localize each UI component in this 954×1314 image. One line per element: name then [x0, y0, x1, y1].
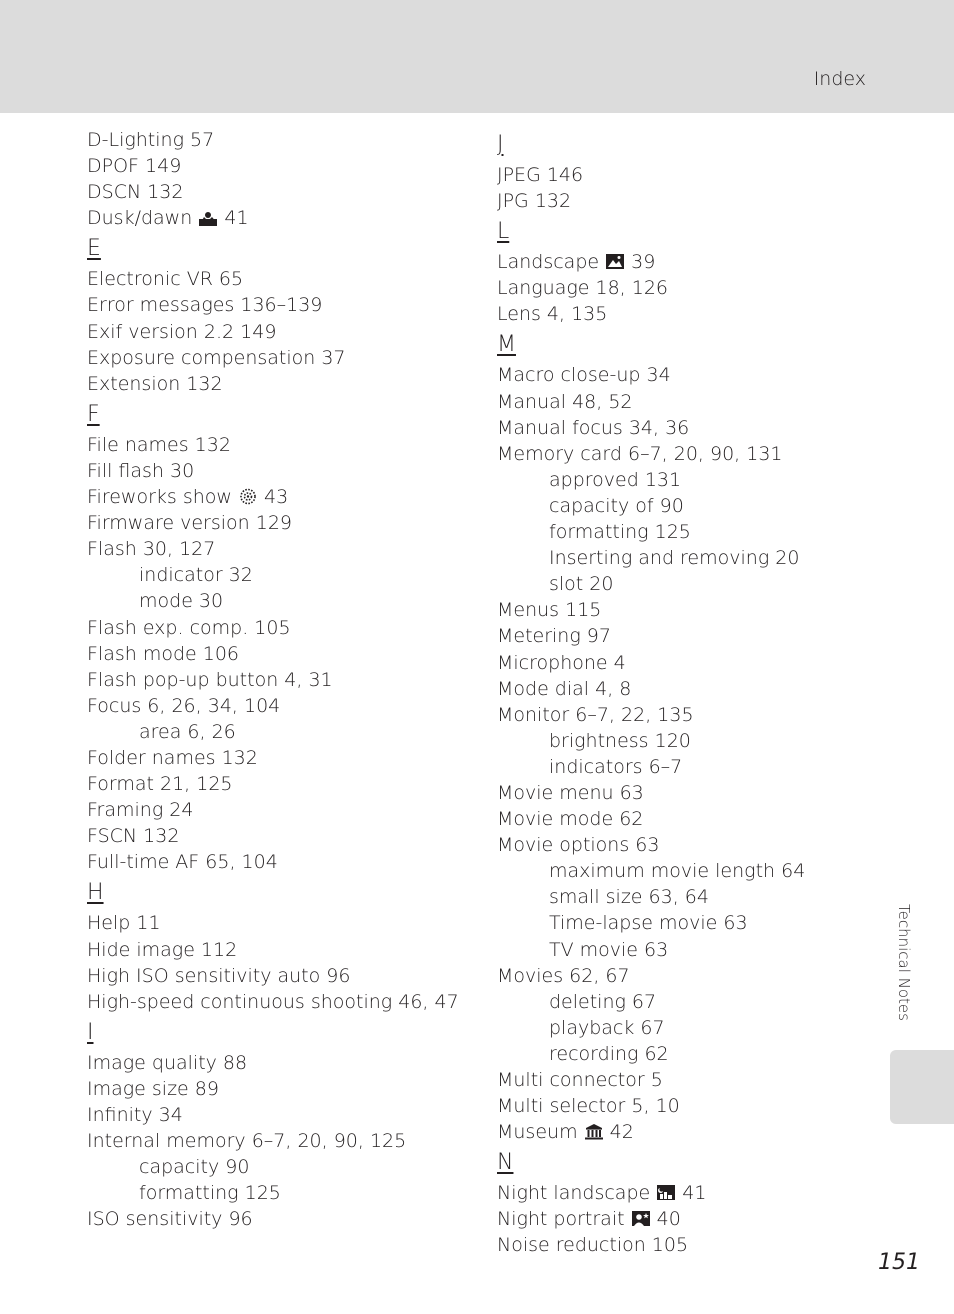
index-entry-label: High-speed continuous shooting 46, 47 [87, 990, 459, 1013]
index-entry-folder-names-132 [87, 745, 477, 771]
index-entry-firmware-version-129 [87, 510, 477, 536]
index-entry-movies-62-67 [497, 963, 877, 989]
index-entry-label: Movie menu 63 [497, 781, 644, 804]
index-entry-help-11 [87, 910, 477, 936]
index-entry-label: Framing 24 [87, 799, 194, 822]
index-entry-label: Monitor 6–7, 22, 135 [497, 703, 694, 726]
index-subentry-area-6-26 [87, 719, 477, 745]
index-entry-label: Movie mode 62 [497, 808, 644, 831]
index-entry-high-iso-sensitivity-auto-96 [87, 963, 477, 989]
index-letter-heading-i: I [87, 1019, 94, 1045]
index-entry-label: capacity of 90 [549, 494, 684, 517]
index-subentry-capacity-of-90 [497, 493, 877, 519]
index-entry-metering-97 [497, 623, 877, 649]
index-entry-lens-4-135 [497, 301, 877, 327]
index-entry-label: Extension 132 [87, 372, 223, 395]
index-entry-label: High ISO sensitivity auto 96 [87, 964, 351, 987]
index-entry-manual-48-52 [497, 389, 877, 415]
index-entry-label: Electronic VR 65 [87, 268, 244, 291]
index-entry-label: Menus 115 [497, 599, 602, 622]
museum-icon [585, 1123, 603, 1140]
index-entry-label: Fill flash 30 [87, 459, 195, 482]
index-entry-label: Metering 97 [497, 625, 611, 648]
index-entry-dscn-132 [87, 179, 477, 205]
index-entry-noise-reduction-105 [497, 1232, 877, 1258]
index-entry-label: Movie options 63 [497, 834, 660, 857]
index-subentry-slot-20 [497, 571, 877, 597]
index-entry-pages: 42 [603, 1121, 634, 1144]
index-entry-infinity-34 [87, 1102, 477, 1128]
index-entry-focus-6-26-34-104 [87, 693, 477, 719]
index-subentry-playback-67 [497, 1015, 877, 1041]
index-entry-label: Time-lapse movie 63 [549, 912, 748, 935]
index-entry-format-21-125 [87, 771, 477, 797]
index-letter-heading-n: N [497, 1150, 514, 1176]
index-entry-label: brightness 120 [549, 729, 691, 752]
index-entry-label: FSCN 132 [87, 825, 180, 848]
index-entry-label: Full-time AF 65, 104 [87, 851, 278, 874]
index-entry-label: Help 11 [87, 912, 161, 935]
index-entry-label: Firmware version 129 [87, 512, 293, 535]
landscape-icon [606, 253, 624, 270]
index-subentry-inserting-and-removing-20 [497, 545, 877, 571]
index-subentry-formatting-125 [497, 519, 877, 545]
index-subentry-maximum-movie-length-64 [497, 858, 877, 884]
index-entry-movie-menu-63 [497, 780, 877, 806]
index-entry-pages: 43 [257, 486, 289, 509]
index-entry-d-lighting-57 [87, 127, 477, 153]
index-entry-label: DSCN 132 [87, 181, 184, 204]
index-subentry-recording-62 [497, 1041, 877, 1067]
night-portrait-icon [632, 1210, 650, 1227]
index-entry-monitor-6-7-22-135 [497, 702, 877, 728]
index-entry-label: Noise reduction 105 [497, 1234, 689, 1257]
index-entry-label: area 6, 26 [139, 720, 236, 743]
index-entry-fill-flash-30 [87, 458, 477, 484]
fireworks-icon [239, 488, 257, 505]
index-subentry-formatting-125 [87, 1180, 477, 1206]
index-entry-label: slot 20 [549, 573, 614, 596]
index-entry-flash-pop-up-button-4-31 [87, 667, 477, 693]
index-entry-label: JPG 132 [497, 190, 572, 213]
index-entry-label: Exif version 2.2 149 [87, 320, 277, 343]
index-entry-museum [497, 1119, 877, 1145]
index-entry-label: recording 62 [549, 1042, 669, 1065]
index-entry-label: small size 63, 64 [549, 886, 709, 909]
index-entry-label: Manual focus 34, 36 [497, 416, 690, 439]
index-entry-movie-mode-62 [497, 806, 877, 832]
index-entry-label: File names 132 [87, 433, 231, 456]
index-letter-heading-e: E [87, 236, 101, 262]
index-entry-full-time-af-65-104 [87, 849, 477, 875]
index-entry-label: indicators 6–7 [549, 755, 683, 778]
index-subentry-tv-movie-63 [497, 937, 877, 963]
index-subentry-mode-30 [87, 588, 477, 614]
index-entry-label: Exposure compensation 37 [87, 346, 346, 369]
index-letter-heading-j: J [497, 132, 504, 157]
index-entry-pages: 39 [625, 251, 656, 274]
index-entry-extension-132 [87, 371, 477, 397]
section-side-label: Technical Notes [895, 904, 913, 1021]
index-entry-label: capacity 90 [139, 1156, 250, 1179]
dusk-dawn-icon [199, 209, 217, 226]
index-entry-label: Language 18, 126 [497, 277, 669, 300]
index-subentry-approved-131 [497, 467, 877, 493]
index-entry-fireworks-show [87, 484, 477, 510]
index-entry-dpof-149 [87, 153, 477, 179]
index-entry-label: Format 21, 125 [87, 773, 233, 796]
index-entry-exposure-compensation-37 [87, 345, 477, 371]
section-tab [890, 1050, 954, 1124]
index-entry-pages: 40 [650, 1208, 681, 1231]
index-entry-label: DPOF 149 [87, 155, 182, 178]
index-entry-label: Dusk/dawn [87, 207, 193, 230]
index-entry-label: Multi connector 5 [497, 1069, 663, 1091]
index-entry-label: Flash exp. comp. 105 [87, 616, 291, 639]
index-entry-label: Internal memory 6–7, 20, 90, 125 [87, 1130, 407, 1153]
index-entry-label: Movies 62, 67 [497, 964, 630, 987]
index-subentry-capacity-90 [87, 1154, 477, 1180]
index-entry-label: Night landscape [497, 1182, 651, 1205]
index-entry-night-landscape [497, 1180, 877, 1206]
index-entry-microphone-4 [497, 650, 877, 676]
index-subentry-small-size-63-64 [497, 884, 877, 910]
index-entry-label: Microphone 4 [497, 651, 626, 674]
index-entry-label: playback 67 [549, 1016, 665, 1039]
index-column-right [497, 127, 877, 1259]
index-entry-file-names-132 [87, 432, 477, 458]
index-entry-label: Focus 6, 26, 34, 104 [87, 694, 281, 717]
index-entry-internal-memory-6-7-20-90-125 [87, 1128, 477, 1154]
index-entry-label: Hide image 112 [87, 938, 238, 961]
index-entry-high-speed-continuous-shooting-46-47 [87, 989, 477, 1015]
index-entry-flash-30-127 [87, 536, 477, 562]
index-entry-macro-close-up-34 [497, 362, 877, 388]
index-entry-label: Multi selector 5, 10 [497, 1095, 680, 1118]
index-entry-label: Infinity 34 [87, 1104, 183, 1126]
index-letter-heading-f: F [87, 401, 100, 427]
index-entry-label: Image size 89 [87, 1077, 219, 1100]
index-entry-night-portrait [497, 1206, 877, 1232]
index-subentry-indicators-6-7 [497, 754, 877, 780]
index-entry-electronic-vr-65 [87, 266, 477, 292]
index-entry-label: Image quality 88 [87, 1051, 248, 1074]
index-entry-label: mode 30 [139, 590, 224, 613]
index-entry-multi-connector-5 [497, 1067, 877, 1093]
index-entry-memory-card-6-7-20-90-131 [497, 441, 877, 467]
index-entry-menus-115 [497, 597, 877, 623]
index-entry-label: TV movie 63 [549, 938, 669, 961]
index-entry-pages: 41 [676, 1182, 707, 1205]
index-entry-image-size-89 [87, 1076, 477, 1102]
index-entry-flash-exp-comp-105 [87, 615, 477, 641]
index-entry-multi-selector-5-10 [497, 1093, 877, 1119]
index-entry-fscn-132 [87, 823, 477, 849]
index-column-left [87, 127, 477, 1232]
index-subentry-time-lapse-movie-63 [497, 910, 877, 936]
index-entry-label: JPEG 146 [497, 164, 584, 186]
index-entry-label: approved 131 [549, 468, 682, 491]
index-subentry-brightness-120 [497, 728, 877, 754]
index-entry-jpg-132 [497, 188, 877, 214]
index-entry-label: Flash pop-up button 4, 31 [87, 668, 333, 691]
index-entry-error-messages-136-139 [87, 292, 477, 318]
index-entry-label: formatting 125 [549, 521, 691, 544]
index-subentry-indicator-32 [87, 562, 477, 588]
index-entry-label: Flash 30, 127 [87, 538, 216, 561]
index-entry-flash-mode-106 [87, 641, 477, 667]
index-entry-label: Lens 4, 135 [497, 303, 608, 326]
index-entry-hide-image-112 [87, 937, 477, 963]
index-entry-manual-focus-34-36 [497, 415, 877, 441]
index-entry-image-quality-88 [87, 1050, 477, 1076]
page-header-title: Index [813, 68, 866, 90]
index-entry-label: Fireworks show [87, 486, 232, 509]
header-band [0, 0, 954, 113]
index-entry-dusk-dawn [87, 205, 477, 231]
index-entry-label: Folder names 132 [87, 746, 258, 769]
index-entry-landscape [497, 249, 877, 275]
index-entry-framing-24 [87, 797, 477, 823]
index-entry-label: Error messages 136–139 [87, 294, 323, 317]
index-entry-pages: 41 [218, 207, 249, 230]
index-entry-label: deleting 67 [549, 990, 657, 1013]
index-letter-heading-h: H [87, 880, 104, 906]
index-entry-label: Museum [497, 1121, 578, 1144]
index-entry-language-18-126 [497, 275, 877, 301]
index-entry-mode-dial-4-8 [497, 676, 877, 702]
index-letter-heading-l: L [497, 219, 510, 245]
index-letter-heading-m: M [497, 332, 516, 358]
index-entry-jpeg-146 [497, 162, 877, 188]
index-entry-label: Landscape [497, 251, 600, 274]
index-entry-label: Macro close-up 34 [497, 364, 671, 387]
index-entry-iso-sensitivity-96 [87, 1206, 477, 1232]
index-entry-label: Manual 48, 52 [497, 390, 633, 413]
index-entry-movie-options-63 [497, 832, 877, 858]
index-entry-label: formatting 125 [139, 1182, 281, 1205]
index-subentry-deleting-67 [497, 989, 877, 1015]
index-entry-label: D-Lighting 57 [87, 129, 215, 151]
index-entry-label: Flash mode 106 [87, 642, 240, 665]
index-entry-label: Inserting and removing 20 [549, 547, 800, 570]
index-entry-label: maximum movie length 64 [549, 860, 806, 883]
index-entry-label: Memory card 6–7, 20, 90, 131 [497, 442, 783, 465]
index-entry-label: Night portrait [497, 1208, 625, 1231]
night-landscape-icon [657, 1184, 675, 1201]
page-number: 151 [878, 1250, 920, 1275]
index-entry-label: indicator 32 [139, 564, 253, 587]
index-entry-exif-version-2-2-149 [87, 319, 477, 345]
index-entry-label: Mode dial 4, 8 [497, 677, 632, 700]
index-entry-label: ISO sensitivity 96 [87, 1208, 253, 1231]
